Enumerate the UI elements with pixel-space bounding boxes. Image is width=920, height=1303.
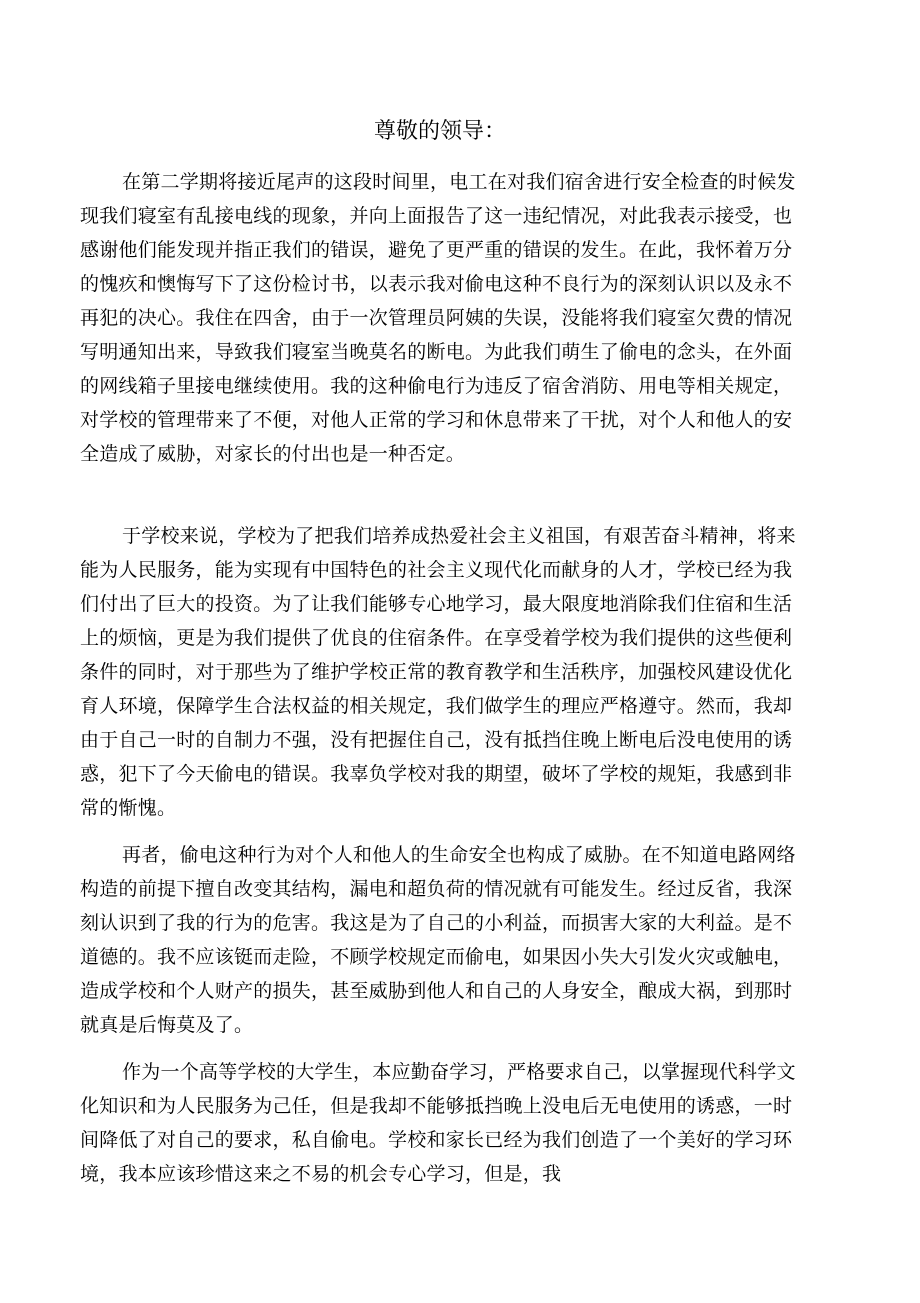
paragraph-1: 在第二学期将接近尾声的这段时间里，电工在对我们宿舍进行安全检查的时候发现我们寝室有乱接电线的现象，并向上面报告了这一违纪情况，对此我表示接受，也感谢他们能发现并指正我们的错误，避免了更严重的错误的发生。在此，我怀着万分的愧疚和懊悔写下了这份检讨书，以表示我对偷电这种不良行为的深刻认识以及永不再犯的决心。我住在四舍，由于一次管理员阿姨的失误，没能将我们寝室欠费的情况写明通知出来，导致我们寝室当晚莫名的断电。为此我们萌生了偷电的念头，在外面的网线箱子里接电继续使用。我的这种偷电行为违反了宿舍消防、用电等相关规定，对学校的管理带来了不便，对他人正常的学习和休息带来了干扰，对个人和他人的安全造成了威胁，对家长的付出也是一种否定。: [80, 171, 796, 465]
paragraph-4: 作为一个高等学校的大学生，本应勤奋学习，严格要求自己，以掌握现代科学文化知识和为人民服务为己任，但是我却不能够抵挡晚上没电后无电使用的诱惑，一时间降低了对自己的要求，私自偷电。学校和家长已经为我们创造了一个美好的学习环境，我本应该珍惜这来之不易的机会专心学习，但是，我: [80, 1061, 796, 1185]
paragraph-2: 于学校来说，学校为了把我们培养成热爱社会主义祖国，有艰苦奋斗精神，将来能为人民服务，能为实现有中国特色的社会主义现代化而献身的人才，学校已经为我们付出了巨大的投资。为了让我们能够专心地学习，最大限度地消除我们住宿和生活上的烦恼，更是为我们提供了优良的住宿条件。在享受着学校为我们提供的这些便利条件的同时，对于那些为了维护学校正常的教育教学和生活秩序，加强校风建设优化育人环境，保障学生合法权益的相关规定，我们做学生的理应严格遵守。然而，我却由于自己一时的自制力不强，没有把握住自己，没有抵挡住晚上断电后没电使用的诱惑，犯下了今天偷电的错误。我辜负学校对我的期望，破坏了学校的规矩，我感到非常的惭愧。: [80, 525, 796, 819]
paragraph-3: 再者，偷电这种行为对个人和他人的生命安全也构成了威胁。在不知道电路网络构造的前提下擅自改变其结构，漏电和超负荷的情况就有可能发生。经过反省，我深刻认识到了我的行为的危害。我这是为了自己的小利益，而损害大家的大利益。是不道德的。我不应该铤而走险，不顾学校规定而偷电，如果因小失大引发火灾或触电，造成学校和个人财产的损失，甚至威胁到他人和自己的人身安全，酿成大祸，到那时就真是后悔莫及了。: [80, 844, 796, 1036]
document-title: 尊敬的领导：: [373, 119, 506, 144]
